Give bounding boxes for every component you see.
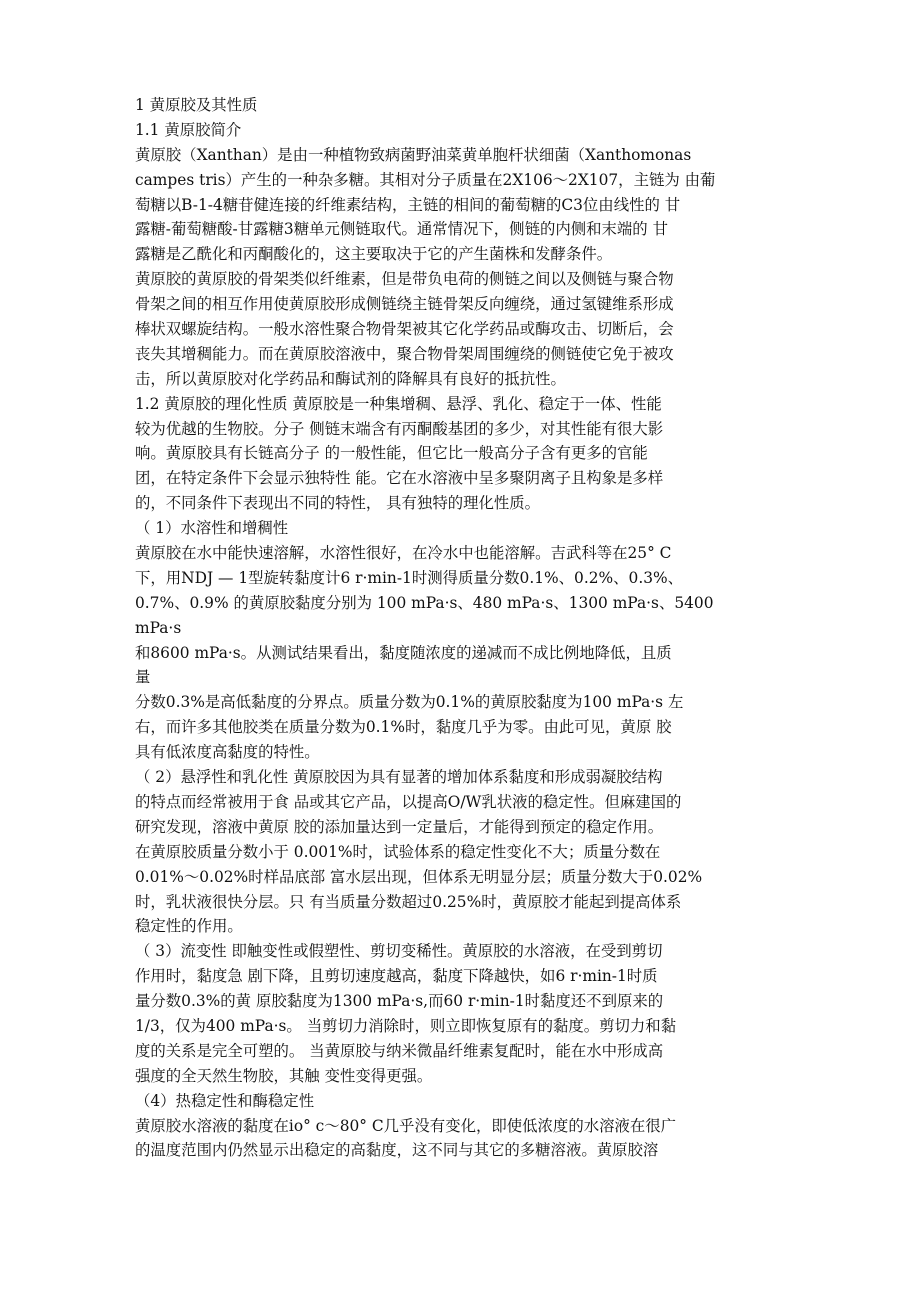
text-line: campes tris）产生的一种杂多糖。其相对分子质量在2X106～2X107，主链为 由葡 xyxy=(135,170,716,189)
text-line: 的温度范围内仍然显示出稳定的高黏度，这不同与其它的多糖溶液。黄原胶溶 xyxy=(135,1141,659,1160)
text-line: 棒状双螺旋结构。一般水溶性聚合物骨架被其它化学药品或酶攻击、切断后，会 xyxy=(135,320,674,339)
text-line: 1.1 黄原胶简介 xyxy=(135,120,242,139)
text-line: （ 1）水溶性和增稠性 xyxy=(135,519,289,538)
text-line: 强度的全天然生物胶，其触 变性变得更强。 xyxy=(135,1066,433,1085)
text-line: 黄原胶的黄原胶的骨架类似纤维素，但是带负电荷的侧链之间以及侧链与聚合物 xyxy=(135,270,674,289)
text-line: 在黄原胶质量分数小于 0.001%时，试验体系的稳定性变化不大；质量分数在 xyxy=(135,842,661,861)
text-line: 右，而许多其他胶类在质量分数为0.1%时，黏度几乎为零。由此可见，黄原 胶 xyxy=(135,718,672,737)
text-line: 响。黄原胶具有长链高分子 的一般性能，但它比一般高分子含有更多的官能 xyxy=(135,444,648,463)
text-line: 团，在特定条件下会显示独特性 能。它在水溶液中呈多聚阴离子且构象是多样 xyxy=(135,469,664,488)
document-page xyxy=(135,93,785,1163)
text-line: 作用时，黏度急 剧下降，且剪切速度越高，黏度下降越快，如6 r·min-1时质 xyxy=(135,967,658,986)
text-line: 露糖-葡萄糖酸-甘露糖3糖单元侧链取代。通常情况下，侧链的内侧和末端的 甘 xyxy=(135,220,668,239)
text-line: （4）热稳定性和酶稳定性 xyxy=(135,1091,315,1110)
text-line: mPa·s xyxy=(135,618,182,637)
text-line: 黄原胶（Xanthan）是由一种植物致病菌野油菜黄单胞杆状细菌（Xanthomonas xyxy=(135,145,692,164)
text-line: （ 2）悬浮性和乳化性 黄原胶因为具有显著的增加体系黏度和形成弱凝胶结构 xyxy=(135,768,663,787)
text-line: 时，乳状液很快分层。只 有当质量分数超过0.25%时，黄原胶才能起到提高体系 xyxy=(135,892,682,911)
text-line: 0.7%、0.9% 的黄原胶黏度分别为 100 mPa·s、480 mPa·s、1300 mPa·s、5400 xyxy=(135,593,714,612)
text-line: 黄原胶水溶液的黏度在io° c～80° C几乎没有变化，即使低浓度的水溶液在很广 xyxy=(135,1116,677,1135)
text-line: 量分数0.3%的黄 原胶黏度为1300 mPa·s,而60 r·min-1时黏度还不到原来的 xyxy=(135,992,664,1011)
text-line: 萄糖以B-1-4糖苷健连接的纤维素结构，主链的相间的葡萄糖的C3位由线性的 甘 xyxy=(135,195,681,214)
text-line: 度的关系是完全可塑的。 当黄原胶与纳米微晶纤维素复配时，能在水中形成高 xyxy=(135,1041,664,1060)
text-line: 的，不同条件下表现出不同的特性， 具有独特的理化性质。 xyxy=(135,494,541,513)
text-line: 露糖是乙酰化和丙酮酸化的，这主要取决于它的产生菌株和发酵条件。 xyxy=(135,245,613,264)
text-line: 击，所以黄原胶对化学药品和酶试剂的降解具有良好的抵抗性。 xyxy=(135,369,566,388)
text-line: 具有低浓度高黏度的特性。 xyxy=(135,743,320,762)
text-line: 1 黄原胶及其性质 xyxy=(135,96,258,114)
text-line: 丧失其增稠能力。而在黄原胶溶液中，聚合物骨架周围缠绕的侧链使它免于被攻 xyxy=(135,344,674,363)
text-line: 研究发现，溶液中黄原 胶的添加量达到一定量后，才能得到预定的稳定作用。 xyxy=(135,817,664,836)
text-line: 较为优越的生物胶。分子 侧链末端含有丙酮酸基团的多少，对其性能有很大影 xyxy=(135,419,664,438)
text-line: 下，用NDJ — 1型旋转黏度计6 r·min-1时测得质量分数0.1%、0.2%、0.3%、 xyxy=(135,568,684,587)
text-line: 骨架之间的相互作用使黄原胶形成侧链绕主链骨架反向缠绕，通过氢键维系形成 xyxy=(135,295,674,314)
text-line: 黄原胶在水中能快速溶解，水溶性很好，在冷水中也能溶解。吉武科等在25° C xyxy=(135,544,672,563)
text-line: 1.2 黄原胶的理化性质 黄原胶是一种集增稠、悬浮、乳化、稳定于一体、性能 xyxy=(135,394,662,413)
text-line: 分数0.3%是高低黏度的分界点。质量分数为0.1%的黄原胶黏度为100 mPa·s 左 xyxy=(135,693,684,712)
text-line: 的特点而经常被用于食 品或其它产品，以提高O/W乳状液的稳定性。但麻建国的 xyxy=(135,792,682,811)
text-line: 和8600 mPa·s。从测试结果看出，黏度随浓度的递减而不成比例地降低，且质 xyxy=(135,643,672,662)
text-line: （ 3）流变性 即触变性或假塑性、剪切变稀性。黄原胶的水溶液，在受到剪切 xyxy=(135,942,663,961)
text-line: 1/3，仅为400 mPa·s。 当剪切力消除时，则立即恢复原有的黏度。剪切力和黏 xyxy=(135,1016,677,1035)
text-line: 量 xyxy=(135,668,151,687)
text-line: 稳定性的作用。 xyxy=(135,917,243,936)
text-line: 0.01%～0.02%时样品底部 富水层出现，但体系无明显分层；质量分数大于0.02% xyxy=(135,867,703,886)
